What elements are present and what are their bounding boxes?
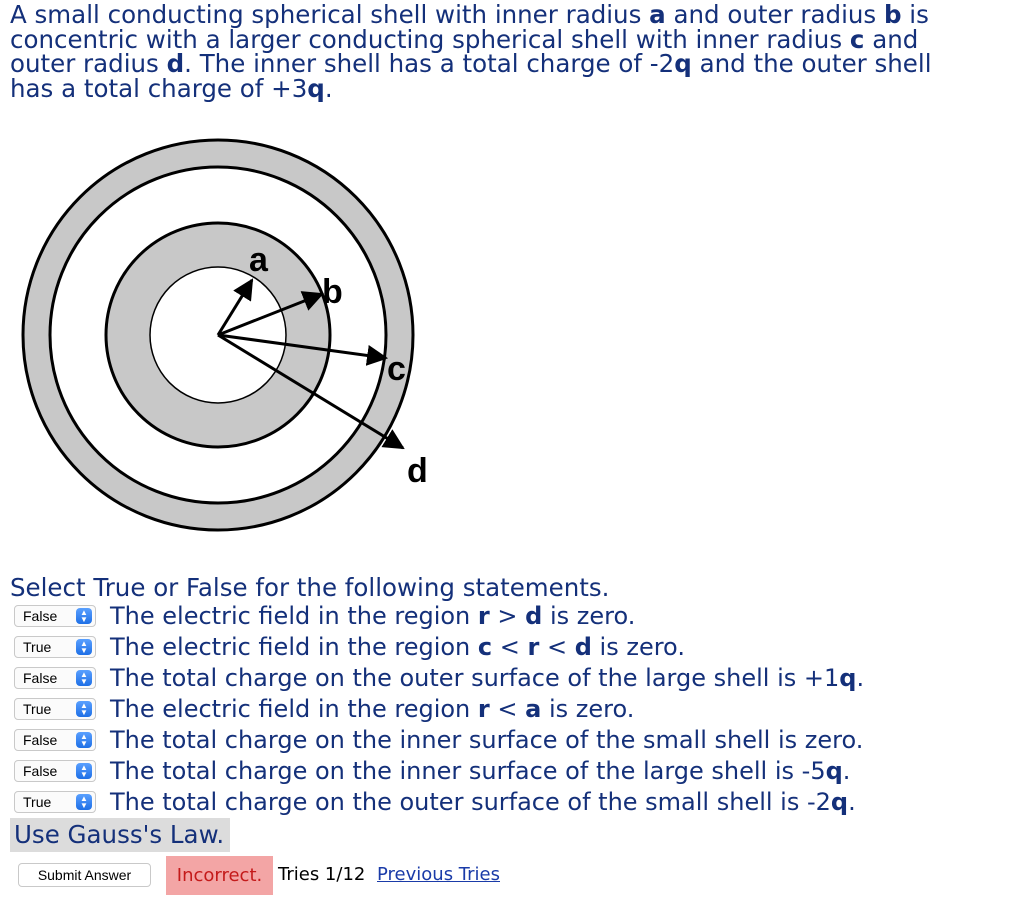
true-false-select[interactable]: True ▲ ▼ bbox=[14, 636, 96, 658]
statement-text: The total charge on the outer surface of the large shell is +1q. bbox=[110, 664, 865, 692]
problem-text: A small conducting spherical shell with inner radius a and outer radius b is concentric with a larger conducting spherical shell with inner radius c and outer radius d. The inner shell has a total charge of -2q and the outer shell has a total charge of +3q. bbox=[10, 0, 932, 103]
true-false-select[interactable]: True ▲ ▼ bbox=[14, 698, 96, 720]
submit-answer-button[interactable]: Submit Answer bbox=[18, 863, 151, 887]
select-arrows-icon: ▲ ▼ bbox=[76, 763, 92, 779]
hint-text: Use Gauss's Law. bbox=[10, 818, 230, 852]
statement-row bbox=[14, 788, 994, 816]
select-arrows-icon: ▲ ▼ bbox=[76, 701, 92, 717]
status-badge: Incorrect. bbox=[166, 856, 273, 895]
select-arrows-icon: ▲ ▼ bbox=[76, 608, 92, 624]
select-arrows-icon: ▲ ▼ bbox=[76, 670, 92, 686]
shell-diagram bbox=[20, 130, 440, 570]
label-b: b bbox=[322, 273, 343, 311]
statement-row bbox=[14, 633, 994, 661]
select-arrows-icon: ▲ ▼ bbox=[76, 732, 92, 748]
select-arrows-icon: ▲ ▼ bbox=[76, 794, 92, 810]
statement-text: The electric field in the region r > d is zero. bbox=[110, 602, 636, 630]
statement-text: The total charge on the inner surface of the small shell is zero. bbox=[110, 726, 864, 754]
true-false-select[interactable]: True ▲ ▼ bbox=[14, 791, 96, 813]
statement-row bbox=[14, 664, 994, 692]
statement-row bbox=[14, 757, 994, 785]
statement-row bbox=[14, 726, 994, 754]
label-c: c bbox=[387, 350, 406, 388]
statement-row bbox=[14, 602, 994, 630]
true-false-select[interactable]: False ▲ ▼ bbox=[14, 667, 96, 689]
statement-text: The total charge on the outer surface of the small shell is -2q. bbox=[110, 788, 856, 816]
statement-row bbox=[14, 695, 994, 723]
label-d: d bbox=[407, 452, 428, 490]
tries-count: Tries 1/12 bbox=[278, 864, 366, 885]
statement-text: The total charge on the inner surface of the large shell is -5q. bbox=[110, 757, 851, 785]
statement-text: The electric field in the region r < a is zero. bbox=[110, 695, 635, 723]
previous-tries-link[interactable]: Previous Tries bbox=[377, 864, 500, 885]
instructions: Select True or False for the following statements. bbox=[10, 573, 610, 602]
true-false-select[interactable]: False ▲ ▼ bbox=[14, 729, 96, 751]
statement-text: The electric field in the region c < r < d is zero. bbox=[110, 633, 685, 661]
true-false-select[interactable]: False ▲ ▼ bbox=[14, 760, 96, 782]
label-a: a bbox=[249, 241, 268, 279]
true-false-select[interactable]: False ▲ ▼ bbox=[14, 605, 96, 627]
select-arrows-icon: ▲ ▼ bbox=[76, 639, 92, 655]
